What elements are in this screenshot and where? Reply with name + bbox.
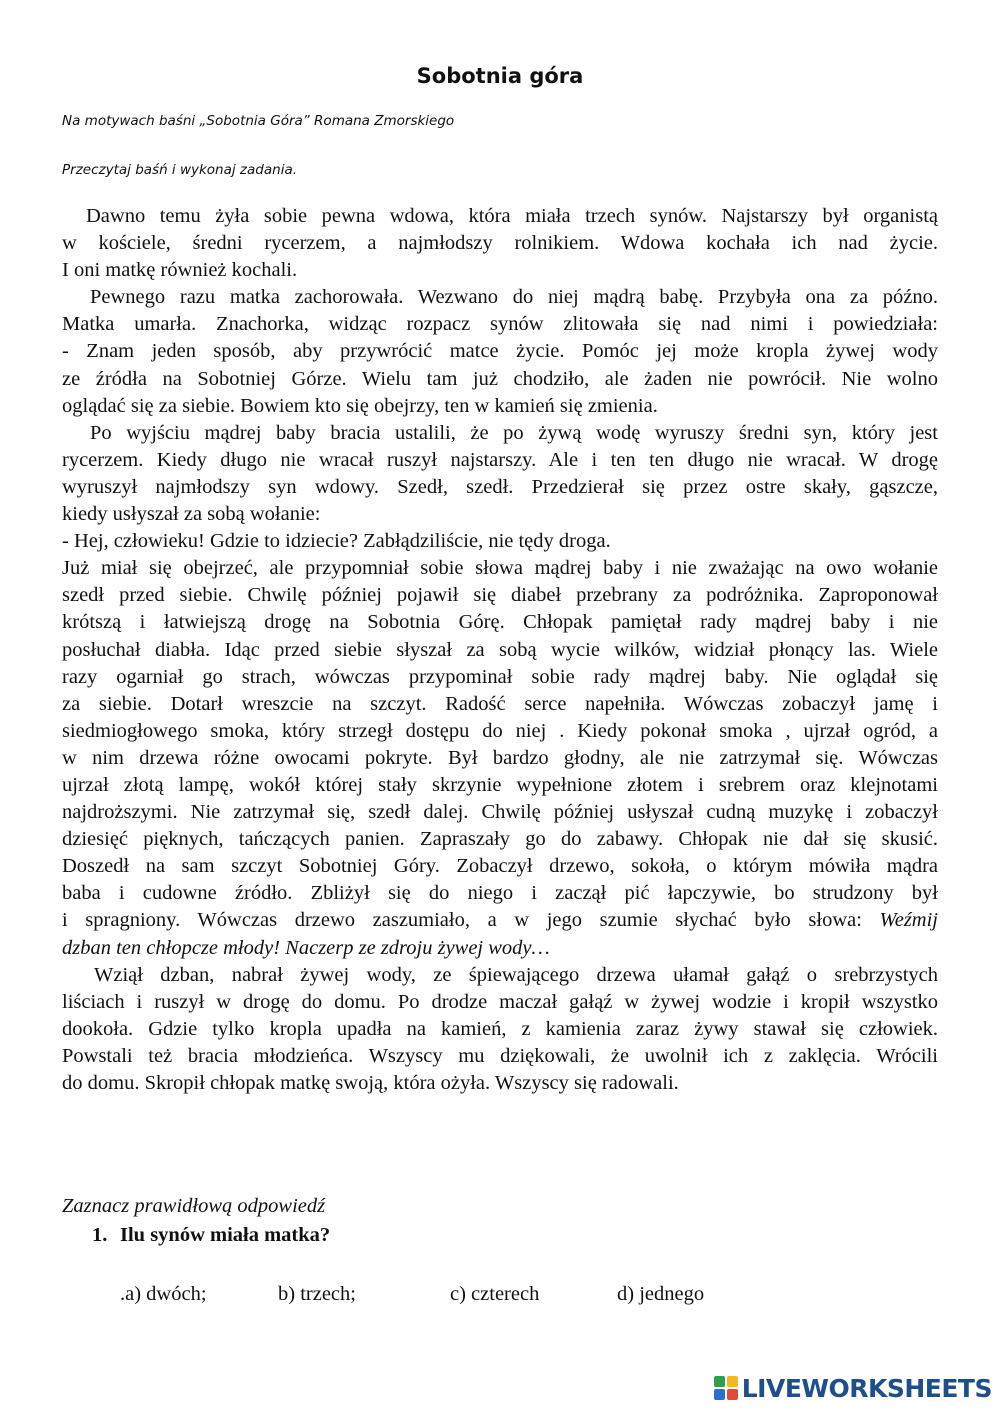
- story-line: liściach i ruszył w drogę do domu. Po drodze maczał gałąź w żywej wodzie i kropił wszystko: [62, 990, 938, 1013]
- story-line: wyruszył najmłodszy syn wdowy. Szedł, szedł. Przedzierał się przez ostre skały, gąszcze,: [62, 475, 938, 498]
- liveworksheets-logo: [713, 1373, 992, 1403]
- page-title: Sobotnia góra: [416, 64, 584, 88]
- story-line: razy ogarniał go strach, wówczas przypominał sobie rady mądrej baby. Nie oglądał się: [62, 665, 938, 688]
- story-line: posłuchał diabła. Idąc przed siebie słyszał za sobą wycie wilków, widział płonący las. Wiele: [62, 638, 938, 661]
- story-line: - Znam jeden sposób, aby przywrócić matce życie. Pomóc jej może kropla żywej wody: [62, 340, 938, 363]
- logo-mark-icon: [713, 1375, 739, 1401]
- story-line-part: i spragniony. Wówczas drzewo zaszumiało, a w jego szumie słychać było słowa:: [62, 909, 862, 932]
- story-line: oglądać się za siebie. Bowiem kto się obejrzy, ten w kamień się zmienia.: [62, 394, 658, 417]
- story-line: szedł przed siebie. Chwilę później pojawił się diabeł przebrany za podróżnika. Zaproponował: [62, 584, 938, 607]
- answer-option-b[interactable]: b) trzech;: [278, 1283, 356, 1305]
- story-line: do domu. Skropił chłopak matkę swoją, która ożyła. Wszyscy się radowali.: [62, 1072, 679, 1094]
- story-line: w kościele, średni rycerzem, a najmłodszy rolnikiem. Wdowa kochała ich nad życie.: [62, 232, 938, 255]
- story-line: - Hej, człowieku! Gdzie to idziecie? Zabłądziliście, nie tędy droga.: [62, 530, 611, 553]
- question-1: [92, 1224, 330, 1247]
- answer-option-c[interactable]: c) czterech: [450, 1283, 540, 1305]
- story-line: za siebie. Dotarł wreszcie na szczyt. Radość serce napełniła. Wówczas zobaczył jamę i: [62, 692, 938, 715]
- instruction: Przeczytaj baśń i wykonaj zadania.: [62, 162, 298, 178]
- song-quote: dzban ten chłopcze młody! Naczerp ze zdroju żywej wody…: [62, 936, 550, 959]
- story-line: Pewnego razu matka zachorowała. Wezwano do niej mądrą babę. Przybyła ona za późno.: [90, 286, 938, 309]
- story-line: w nim drzewa różne owocami pokryte. Był bardzo głodny, ale nie zatrzymał się. Wówczas: [62, 746, 938, 769]
- story-line: dziesięć pięknych, tańczących panien. Zapraszały go do zabawy. Chłopak nie dał się skusić.: [62, 828, 938, 851]
- story-line: Doszedł na sam szczyt Sobotniej Góry. Zobaczył drzewo, sokoła, o którym mówiła mądra: [62, 855, 938, 878]
- story-line: dookoła. Gdzie tylko kropla upadła na kamień, z kamienia zaraz żywy stawał się człowiek.: [62, 1017, 938, 1040]
- song-quote: Weźmij: [879, 909, 938, 932]
- story-line: Po wyjściu mądrej baby bracia ustalili, że po żywą wodę wyruszy średni syn, który jest: [90, 421, 938, 444]
- story-line: Powstali też bracia młodzieńca. Wszyscy mu dziękowali, że uwolnił ich z zaklęcia. Wrócili: [62, 1044, 938, 1067]
- story-line: ujrzał złotą lampę, wokół której stały skrzynie wypełnione złotem i srebrem oraz klejnotami: [62, 773, 938, 796]
- question-text: Ilu synów miała matka?: [120, 1224, 331, 1246]
- question-number: 1.: [92, 1224, 108, 1246]
- story-line: kiedy usłyszał za sobą wołanie:: [62, 503, 321, 526]
- story-line: krótszą i łatwiejszą drogę na Sobotnia Górę. Chłopak pamiętał rady mądrej baby i nie: [62, 611, 938, 634]
- story-line: ze źródła na Sobotniej Górze. Wielu tam już chodziło, ale żaden nie powrócił. Nie wolno: [62, 367, 938, 390]
- story-line: siedmiogłowego smoka, który strzegł dostępu do niej . Kiedy pokonał smoka , ujrzał ogród, a: [62, 719, 938, 742]
- task-label: Zaznacz prawidłową odpowiedź: [62, 1195, 326, 1217]
- story-line: Matka umarła. Znachorka, widząc rozpacz synów zlitowała się nad nimi i powiedziała:: [62, 313, 938, 336]
- story-text: [62, 203, 938, 1097]
- subtitle: Na motywach baśni „Sobotnia Góra” Romana Zmorskiego: [62, 113, 455, 129]
- song-quote-line: [62, 935, 938, 962]
- answer-option-a[interactable]: .a) dwóch;: [120, 1283, 207, 1305]
- story-line-mixed: [62, 907, 938, 934]
- story-line: I oni matkę również kochali.: [62, 259, 298, 282]
- story-line: Już miał się obejrzeć, ale przypomniał sobie słowa mądrej baby i nie zważając na owo wołanie: [62, 557, 938, 580]
- story-line: baba i cudowne źródło. Zbliżył się do niego i zaczął pić łapczywie, bo strudzony był: [62, 882, 938, 905]
- story-line: najdroższymi. Nie zatrzymał się, szedł dalej. Chwilę później usłyszał cudną muzykę i zobaczył: [62, 801, 938, 824]
- story-line: Wziął dzban, nabrał żywej wody, ze śpiewającego drzewa ułamał gałąź o srebrzystych: [94, 963, 938, 986]
- story-line: rycerzem. Kiedy długo nie wracał ruszył najstarszy. Ale i ten ten długo nie wracał. W drogę: [62, 448, 938, 471]
- story-line: Dawno temu żyła sobie pewna wdowa, która miała trzech synów. Najstarszy był organistą: [86, 205, 938, 227]
- logo-text: LIVEWORKSHEETS: [741, 1373, 992, 1403]
- answer-option-d[interactable]: d) jednego: [617, 1283, 705, 1305]
